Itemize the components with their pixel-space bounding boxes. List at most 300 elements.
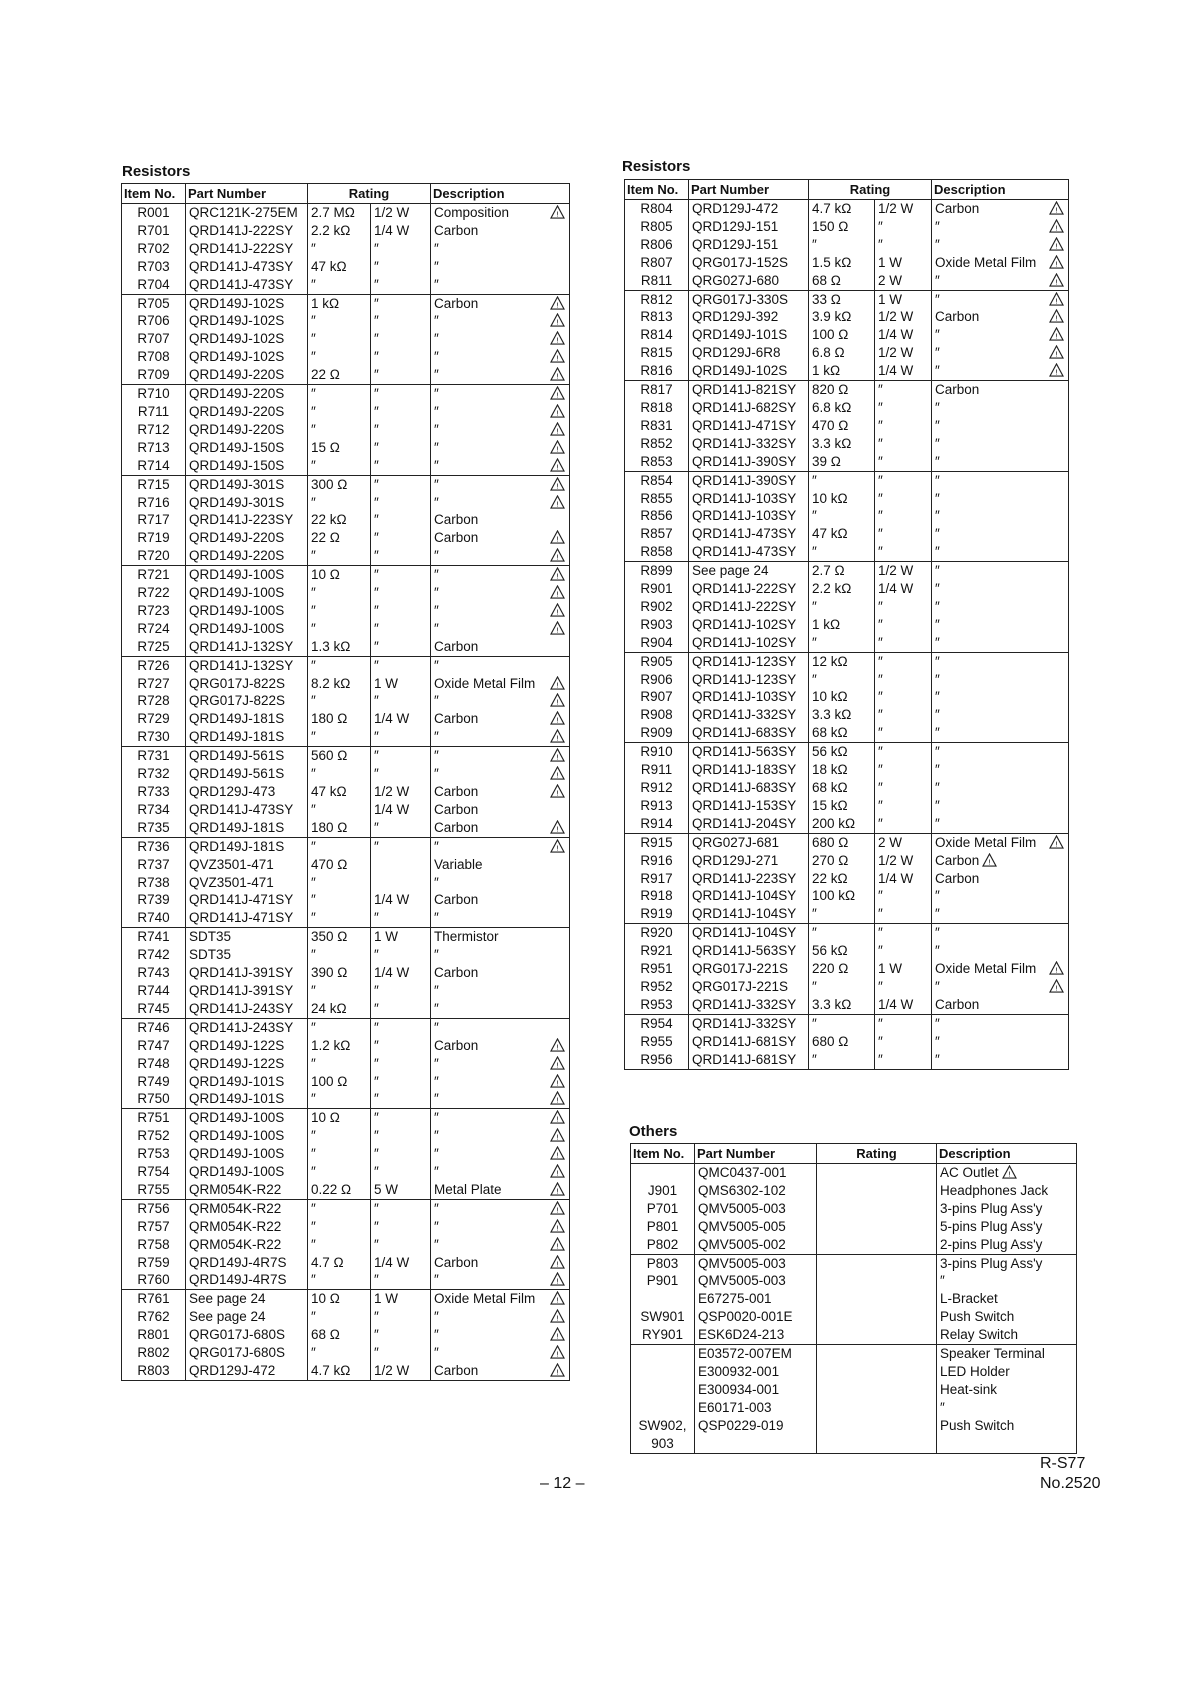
svg-text:!: !	[556, 1168, 560, 1178]
rating-value-cell: ″	[308, 1271, 371, 1289]
rating-power-cell: 1 W	[371, 1290, 431, 1308]
rating-power-cell: ″	[371, 1127, 431, 1145]
description-cell	[431, 330, 570, 348]
table-row	[122, 547, 570, 565]
description-cell	[431, 1000, 570, 1018]
description-cell	[431, 819, 570, 837]
rating-value-cell: 390 Ω	[308, 964, 371, 982]
item-no-cell: R711	[122, 403, 186, 421]
item-no-cell: R858	[625, 543, 689, 561]
description-text: ″	[434, 476, 439, 492]
description-text: L-Bracket	[940, 1291, 998, 1307]
item-no-cell: R953	[625, 996, 689, 1014]
description-cell	[431, 421, 570, 439]
item-no-cell: R753	[122, 1145, 186, 1163]
item-no-cell	[631, 1399, 695, 1417]
rating-power-cell: ″	[371, 1218, 431, 1236]
table-row	[122, 1090, 570, 1108]
rating-value-cell: 15 Ω	[308, 439, 371, 457]
description-text: Oxide Metal Film	[434, 1291, 536, 1307]
description-cell	[431, 204, 570, 222]
part-number-cell: QMV5005-002	[695, 1236, 817, 1254]
item-no-cell: 903	[631, 1435, 695, 1453]
description-text: 2-pins Plug Ass'y	[940, 1236, 1043, 1252]
part-number-cell: QRD149J-101S	[689, 326, 809, 344]
description-text: ″	[935, 1015, 940, 1031]
description-cell	[431, 891, 570, 909]
description-cell	[932, 797, 1069, 815]
table-row	[122, 258, 570, 276]
item-no-cell: R750	[122, 1090, 186, 1108]
item-no-cell: SW902,	[631, 1417, 695, 1435]
part-number-cell: QRG017J-680S	[186, 1344, 308, 1362]
description-text: ″	[935, 1051, 940, 1067]
rating-value-cell: ″	[308, 765, 371, 783]
item-no-cell: R857	[625, 525, 689, 543]
rating-value-cell: 100 Ω	[809, 326, 875, 344]
rating-value-cell: ″	[308, 276, 371, 294]
svg-text:!: !	[556, 1349, 560, 1359]
table-row	[122, 1308, 570, 1326]
description-cell	[937, 1345, 1077, 1363]
part-number-cell: SDT35	[186, 928, 308, 946]
rating-power-cell: ″	[875, 507, 932, 525]
table-row	[625, 399, 1069, 417]
rating-value-cell: ″	[308, 1344, 371, 1362]
part-number-cell: See page 24	[186, 1308, 308, 1326]
table-row	[625, 543, 1069, 561]
part-number-cell: QRD149J-220S	[186, 421, 308, 439]
svg-text:!: !	[556, 589, 560, 599]
part-number-cell: QRD129J-151	[689, 218, 809, 236]
item-no-cell: R713	[122, 439, 186, 457]
description-cell	[937, 1363, 1077, 1381]
table-row	[625, 200, 1069, 218]
item-no-cell: R720	[122, 547, 186, 565]
rating-value-cell: ″	[308, 602, 371, 620]
header-rating: Rating	[817, 1144, 937, 1164]
svg-text:!: !	[556, 1078, 560, 1088]
description-text: ″	[434, 457, 439, 473]
description-text: ″	[935, 544, 940, 560]
description-cell	[431, 276, 570, 294]
rating-value-cell: 3.3 kΩ	[809, 706, 875, 724]
description-text: Oxide Metal Film	[935, 834, 1037, 850]
part-number-cell: QRD141J-473SY	[186, 801, 308, 819]
rating-power-cell: ″	[875, 671, 932, 689]
rating-value-cell: 24 kΩ	[308, 1000, 371, 1018]
header-item-no: Item No.	[625, 180, 689, 200]
description-text: ″	[434, 386, 439, 402]
description-text: ″	[434, 947, 439, 963]
description-cell	[431, 656, 570, 674]
table-row	[625, 924, 1069, 942]
item-no-cell: R721	[122, 566, 186, 584]
safety-warning-icon	[550, 1074, 565, 1088]
table-row	[625, 833, 1069, 851]
description-cell	[431, 294, 570, 312]
part-number-cell: QRD141J-683SY	[689, 779, 809, 797]
rating-value-cell: ″	[809, 924, 875, 942]
part-number-cell: QRG017J-822S	[186, 675, 308, 693]
table-row	[631, 1236, 1077, 1254]
rating-value-cell: 47 kΩ	[308, 258, 371, 276]
table-row	[625, 706, 1069, 724]
item-no-cell: R712	[122, 421, 186, 439]
item-no-cell: R803	[122, 1362, 186, 1380]
description-cell	[932, 236, 1069, 254]
item-no-cell: P801	[631, 1218, 695, 1236]
description-text: ″	[434, 1327, 439, 1343]
item-no-cell: R725	[122, 638, 186, 656]
rating-power-cell: ″	[371, 837, 431, 855]
rating-power-cell: ″	[371, 747, 431, 765]
description-text: Heat-sink	[940, 1381, 998, 1397]
rating-power-cell: ″	[371, 1344, 431, 1362]
part-number-cell: QRD141J-243SY	[186, 1018, 308, 1036]
part-number-cell: QRD149J-181S	[186, 837, 308, 855]
description-text: ″	[935, 689, 940, 705]
rating-power-cell: ″	[371, 638, 431, 656]
rating-power-cell: ″	[875, 381, 932, 399]
description-text: Carbon	[434, 1037, 479, 1053]
rating-power-cell: ″	[371, 258, 431, 276]
table-row	[122, 856, 570, 874]
svg-text:!: !	[556, 1223, 560, 1233]
description-text: 3-pins Plug Ass'y	[940, 1200, 1043, 1216]
safety-warning-icon	[550, 585, 565, 599]
table-row	[625, 1033, 1069, 1051]
rating-power-cell: ″	[371, 366, 431, 384]
svg-text:!: !	[556, 209, 560, 219]
table-row	[625, 507, 1069, 525]
rating-power-cell	[877, 1417, 937, 1435]
part-number-cell: QRG017J-221S	[689, 978, 809, 996]
rating-value-cell: 470 Ω	[308, 856, 371, 874]
rating-value-cell: ″	[308, 421, 371, 439]
description-text: Carbon	[434, 892, 479, 908]
description-text: ″	[935, 634, 940, 650]
description-cell	[932, 833, 1069, 851]
table-row	[122, 366, 570, 384]
rating-value-cell: ″	[308, 1236, 371, 1254]
description-text: ″	[434, 1091, 439, 1107]
rating-power-cell: ″	[875, 743, 932, 761]
rating-value-cell: ″	[308, 1199, 371, 1217]
part-number-cell: QRD141J-391SY	[186, 964, 308, 982]
safety-warning-icon	[1002, 1165, 1017, 1179]
description-text: ″	[940, 1399, 945, 1415]
rating-power-cell: ″	[371, 819, 431, 837]
description-text: Carbon	[935, 382, 980, 398]
rating-power-cell: ″	[371, 1000, 431, 1018]
part-number-cell: QRD149J-100S	[186, 1163, 308, 1181]
part-number-cell: QRD141J-222SY	[186, 240, 308, 258]
rating-value-cell: ″	[308, 837, 371, 855]
rating-value-cell: 68 kΩ	[809, 779, 875, 797]
part-number-cell: QMV5005-003	[695, 1254, 817, 1272]
description-cell	[932, 706, 1069, 724]
item-no-cell: R735	[122, 819, 186, 837]
table-row	[122, 584, 570, 602]
table-row	[122, 1344, 570, 1362]
item-no-cell: R899	[625, 562, 689, 580]
rating-power-cell: ″	[875, 779, 932, 797]
rating-value-cell: ″	[308, 1055, 371, 1073]
part-number-cell: See page 24	[186, 1290, 308, 1308]
description-text: ″	[434, 620, 439, 636]
description-cell	[431, 837, 570, 855]
header-item-no: Item No.	[631, 1144, 695, 1164]
description-text: ″	[935, 345, 940, 361]
rating-power-cell: ″	[371, 1308, 431, 1326]
rating-value-cell: 560 Ω	[308, 747, 371, 765]
description-text: Thermistor	[434, 929, 499, 945]
rating-value-cell: 22 Ω	[308, 529, 371, 547]
safety-warning-icon	[1049, 961, 1064, 975]
description-cell	[932, 490, 1069, 508]
rating-power-cell	[877, 1308, 937, 1326]
rating-power-cell: ″	[371, 692, 431, 710]
table-row	[122, 1018, 570, 1036]
item-no-cell: R723	[122, 602, 186, 620]
rating-value-cell: 68 Ω	[308, 1326, 371, 1344]
description-cell	[431, 783, 570, 801]
right-section-title: Resistors	[622, 158, 691, 175]
item-no-cell: R919	[625, 905, 689, 923]
description-text: ″	[434, 1164, 439, 1180]
rating-value-cell: 3.9 kΩ	[809, 308, 875, 326]
part-number-cell: SDT35	[186, 946, 308, 964]
safety-warning-icon	[550, 676, 565, 690]
part-number-cell: QRD141J-682SY	[689, 399, 809, 417]
safety-warning-icon	[550, 1146, 565, 1160]
table-row	[122, 747, 570, 765]
safety-warning-icon	[550, 404, 565, 418]
description-text: ″	[935, 978, 940, 994]
rating-power-cell: 1/2 W	[371, 204, 431, 222]
rating-power-cell: ″	[371, 276, 431, 294]
rating-value-cell: ″	[308, 403, 371, 421]
rating-value-cell: 350 Ω	[308, 928, 371, 946]
item-no-cell: R805	[625, 218, 689, 236]
safety-warning-icon	[1049, 201, 1064, 215]
description-text: Push Switch	[940, 1309, 1015, 1325]
description-cell	[937, 1236, 1077, 1254]
item-no-cell: R901	[625, 580, 689, 598]
item-no-cell: P802	[631, 1236, 695, 1254]
item-no-cell: R853	[625, 453, 689, 471]
rating-value-cell: 4.7 kΩ	[809, 200, 875, 218]
description-text: ″	[935, 363, 940, 379]
rating-value-cell: 10 Ω	[308, 1109, 371, 1127]
item-no-cell: R752	[122, 1127, 186, 1145]
rating-power-cell	[371, 856, 431, 874]
safety-warning-icon	[550, 784, 565, 798]
description-cell	[937, 1218, 1077, 1236]
table-row	[625, 254, 1069, 272]
item-no-cell: R913	[625, 797, 689, 815]
header-part-number: Part Number	[695, 1144, 817, 1164]
rating-power-cell: ″	[875, 435, 932, 453]
part-number-cell: QRM054K-R22	[186, 1218, 308, 1236]
description-text: ″	[434, 1000, 439, 1016]
item-no-cell: R762	[122, 1308, 186, 1326]
part-number-cell: QRD141J-332SY	[689, 996, 809, 1014]
rating-power-cell: ″	[875, 797, 932, 815]
table-row	[631, 1200, 1077, 1218]
rating-value-cell	[817, 1417, 877, 1435]
item-no-cell: R854	[625, 471, 689, 489]
part-number-cell: QRD149J-100S	[186, 584, 308, 602]
rating-value-cell: ″	[809, 905, 875, 923]
table-row	[122, 385, 570, 403]
description-cell	[937, 1254, 1077, 1272]
description-cell	[431, 638, 570, 656]
safety-warning-icon	[1049, 219, 1064, 233]
item-no-cell: R816	[625, 362, 689, 380]
table-row	[122, 403, 570, 421]
safety-warning-icon	[550, 296, 565, 310]
item-no-cell: R811	[625, 272, 689, 290]
rating-power-cell: ″	[371, 330, 431, 348]
description-text: LED Holder	[940, 1363, 1010, 1379]
description-cell	[937, 1182, 1077, 1200]
item-no-cell: R719	[122, 529, 186, 547]
header-description: Description	[431, 184, 570, 204]
part-number-cell: QRD141J-473SY	[689, 543, 809, 561]
rating-value-cell: 22 kΩ	[308, 511, 371, 529]
description-cell	[431, 1090, 570, 1108]
table-row	[625, 562, 1069, 580]
description-text: ″	[940, 1273, 945, 1289]
rating-power-cell	[877, 1272, 937, 1290]
item-no-cell: R814	[625, 326, 689, 344]
part-number-cell: E300932-001	[695, 1363, 817, 1381]
rating-power-cell: ″	[875, 706, 932, 724]
item-no-cell: R801	[122, 1326, 186, 1344]
safety-warning-icon	[550, 621, 565, 635]
description-cell	[431, 1326, 570, 1344]
item-no-cell: R920	[625, 924, 689, 942]
description-cell	[431, 801, 570, 819]
description-cell	[937, 1200, 1077, 1218]
safety-warning-icon	[550, 1327, 565, 1341]
rating-power-cell	[877, 1254, 937, 1272]
rating-value-cell: ″	[308, 1308, 371, 1326]
rating-value-cell: 270 Ω	[809, 852, 875, 870]
description-cell	[932, 616, 1069, 634]
part-number-cell: QRD141J-222SY	[186, 222, 308, 240]
part-number-cell: QRD129J-473	[186, 783, 308, 801]
safety-warning-icon	[550, 1255, 565, 1269]
part-number-cell: QRD141J-821SY	[689, 381, 809, 399]
part-number-cell: QRD141J-681SY	[689, 1033, 809, 1051]
svg-text:!: !	[556, 390, 560, 400]
description-text: ″	[434, 910, 439, 926]
rating-value-cell: 1 kΩ	[308, 294, 371, 312]
rating-power-cell: ″	[371, 1090, 431, 1108]
rating-power-cell: ″	[875, 1051, 932, 1069]
svg-text:!: !	[556, 1132, 560, 1142]
description-cell	[932, 362, 1069, 380]
description-text: ″	[935, 1033, 940, 1049]
description-cell	[431, 620, 570, 638]
part-number-cell: QRD141J-102SY	[689, 634, 809, 652]
part-number-cell: QMV5005-005	[695, 1218, 817, 1236]
rating-value-cell: 3.3 kΩ	[809, 996, 875, 1014]
table-row	[122, 874, 570, 892]
part-number-cell: E300934-001	[695, 1381, 817, 1399]
part-number-cell: QRD149J-102S	[186, 330, 308, 348]
part-number-cell: QRD149J-101S	[186, 1090, 308, 1108]
safety-warning-icon	[550, 1363, 565, 1377]
table-row	[625, 1051, 1069, 1069]
part-number-cell: QRD141J-683SY	[689, 724, 809, 742]
table-row	[631, 1363, 1077, 1381]
description-cell	[932, 671, 1069, 689]
svg-text:!: !	[1055, 223, 1059, 233]
svg-text:!: !	[988, 857, 992, 867]
header-rating: Rating	[809, 180, 932, 200]
description-cell	[932, 344, 1069, 362]
rating-power-cell: 1/4 W	[875, 362, 932, 380]
table-row	[122, 1362, 570, 1380]
rating-power-cell: ″	[371, 385, 431, 403]
description-text: ″	[434, 766, 439, 782]
safety-warning-icon	[550, 422, 565, 436]
svg-text:!: !	[556, 1096, 560, 1106]
rating-power-cell: 1/4 W	[371, 891, 431, 909]
item-no-cell: R755	[122, 1181, 186, 1199]
safety-warning-icon	[1049, 327, 1064, 341]
svg-text:!: !	[1055, 349, 1059, 359]
part-number-cell: QRD141J-243SY	[186, 1000, 308, 1018]
safety-warning-icon	[1049, 237, 1064, 251]
rating-value-cell: ″	[308, 874, 371, 892]
description-text: Variable	[434, 856, 483, 872]
item-no-cell: P901	[631, 1272, 695, 1290]
page-number: – 12 –	[540, 1475, 585, 1492]
safety-warning-icon	[1049, 309, 1064, 323]
table-row	[122, 1181, 570, 1199]
part-number-cell: QRD141J-473SY	[186, 276, 308, 294]
table-row	[122, 928, 570, 946]
svg-text:!: !	[556, 300, 560, 310]
description-text: ″	[434, 276, 439, 292]
table-row	[625, 326, 1069, 344]
description-cell	[431, 240, 570, 258]
item-no-cell: R910	[625, 743, 689, 761]
table-row	[122, 475, 570, 493]
rating-power-cell: ″	[371, 1199, 431, 1217]
rating-power-cell: 1/2 W	[875, 562, 932, 580]
rating-value-cell: 47 kΩ	[809, 525, 875, 543]
table-row	[631, 1417, 1077, 1435]
description-text: ″	[935, 453, 940, 469]
rating-value-cell	[817, 1308, 877, 1326]
table-row	[631, 1345, 1077, 1363]
description-cell	[932, 924, 1069, 942]
others-table	[630, 1143, 1077, 1454]
rating-value-cell: ″	[308, 656, 371, 674]
description-cell	[932, 634, 1069, 652]
table-row	[122, 1163, 570, 1181]
description-text: Metal Plate	[434, 1181, 502, 1197]
svg-text:!: !	[556, 408, 560, 418]
rating-value-cell: 100 kΩ	[809, 887, 875, 905]
item-no-cell: R912	[625, 779, 689, 797]
